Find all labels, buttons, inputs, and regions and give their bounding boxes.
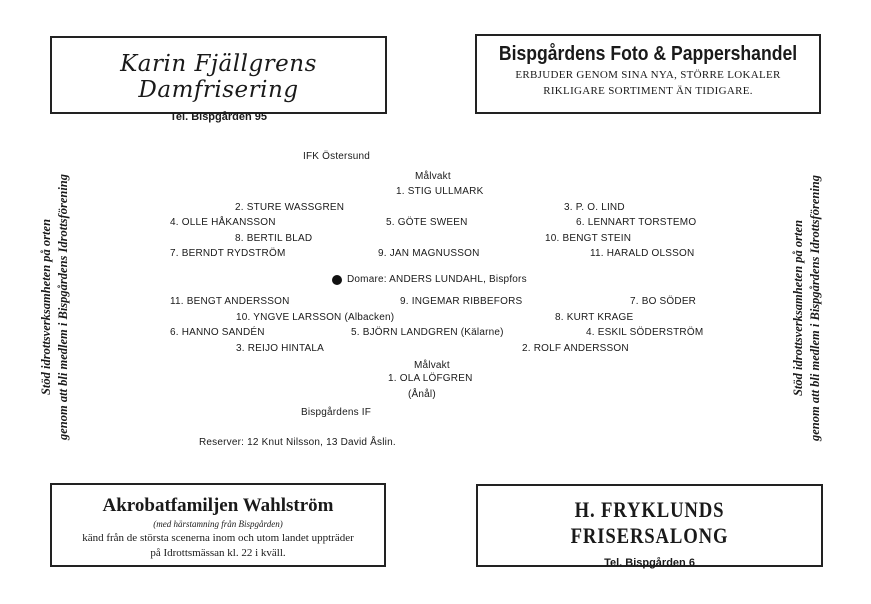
goalkeeper-top: 1. STIG ULLMARK [396, 186, 484, 197]
ad-line-1: känd från de största scenerna inom och utom landet uppträder [82, 532, 354, 544]
player-bottom-6: 6. HANNO SANDÉN [170, 327, 265, 338]
ad-title: Karin Fjällgrens Damfrisering [120, 51, 317, 103]
ad-title: Akrobatfamiljen Wahlström [102, 495, 334, 516]
ad-akrobatfamiljen [50, 483, 386, 567]
player-bottom-3: 3. REIJO HINTALA [236, 343, 325, 354]
player-top-10: 10. BENGT STEIN [545, 233, 632, 244]
ad-subtitle: (med härstamning från Bispgården) [153, 519, 283, 529]
goalkeeper-label-top: Målvakt [415, 171, 451, 182]
ad-fryklunds-frisersalong [476, 484, 823, 567]
player-top-6: 6. LENNART TORSTEMO [576, 217, 697, 228]
side-text-line-2: genom att bli medlem i Bispgårdens Idrottsförening [808, 175, 822, 441]
ad-title: Bispgårdens Foto & Pappershandel [498, 43, 798, 65]
side-text-line-2: genom att bli medlem i Bispgårdens Idrottsförening [56, 174, 70, 440]
side-text-left [38, 174, 72, 440]
ad-phone: Tel. Bispgården 6 [604, 557, 695, 569]
side-text-line-1: Stöd idrottsverksamheten på orten [791, 219, 805, 397]
player-bottom-11: 11. BENGT ANDERSSON [170, 296, 290, 307]
goalkeeper-label-bottom: Målvakt [414, 360, 450, 371]
player-bottom-5: 5. BJÖRN LANDGREN (Kälarne) [351, 327, 504, 338]
player-bottom-4: 4. ESKIL SÖDERSTRÖM [586, 327, 704, 338]
kickoff-dot [332, 275, 342, 285]
player-top-8: 8. BERTIL BLAD [235, 233, 313, 244]
ad-bispgardens-foto [475, 34, 821, 114]
ad-phone: Tel. Bispgården 95 [170, 111, 267, 123]
player-bottom-2: 2. ROLF ANDERSSON [522, 343, 629, 354]
player-bottom-10: 10. YNGVE LARSSON (Albacken) [236, 312, 395, 323]
goalkeeper-bottom-club: (Ånål) [408, 389, 436, 400]
player-bottom-7: 7. BO SÖDER [630, 296, 697, 307]
ad-title: H. FRYKLUNDS FRISERSALONG [570, 497, 729, 548]
ad-line-2: RIKLIGARE SORTIMENT ÄN TIDIGARE. [543, 85, 753, 97]
side-text-right [790, 175, 824, 441]
player-top-7: 7. BERNDT RYDSTRÖM [170, 248, 286, 259]
ad-karin-fjallgrens [50, 36, 387, 123]
team-name-top: IFK Östersund [303, 151, 371, 162]
ad-line-1: ERBJUDER GENOM SINA NYA, STÖRRE LOKALER [515, 69, 781, 81]
player-top-4: 4. OLLE HÅKANSSON [170, 217, 276, 228]
player-top-9: 9. JAN MAGNUSSON [378, 248, 480, 259]
team-name-bottom: Bispgårdens IF [301, 407, 372, 418]
player-top-3: 3. P. O. LIND [564, 202, 625, 213]
player-bottom-9: 9. INGEMAR RIBBEFORS [400, 296, 523, 307]
goalkeeper-bottom: 1. OLA LÖFGREN [388, 373, 473, 384]
player-top-2: 2. STURE WASSGREN [235, 202, 345, 213]
player-bottom-8: 8. KURT KRAGE [555, 312, 634, 323]
side-text-line-1: Stöd idrottsverksamheten på orten [39, 218, 53, 396]
reserves: Reserver: 12 Knut Nilsson, 13 David Åslin. [199, 437, 396, 448]
ad-line-2: på Idrottsmässan kl. 22 i kväll. [150, 547, 286, 559]
referee: Domare: ANDERS LUNDAHL, Bispfors [347, 274, 527, 285]
player-top-11: 11. HARALD OLSSON [590, 248, 695, 259]
player-top-5: 5. GÖTE SWEEN [386, 217, 468, 228]
